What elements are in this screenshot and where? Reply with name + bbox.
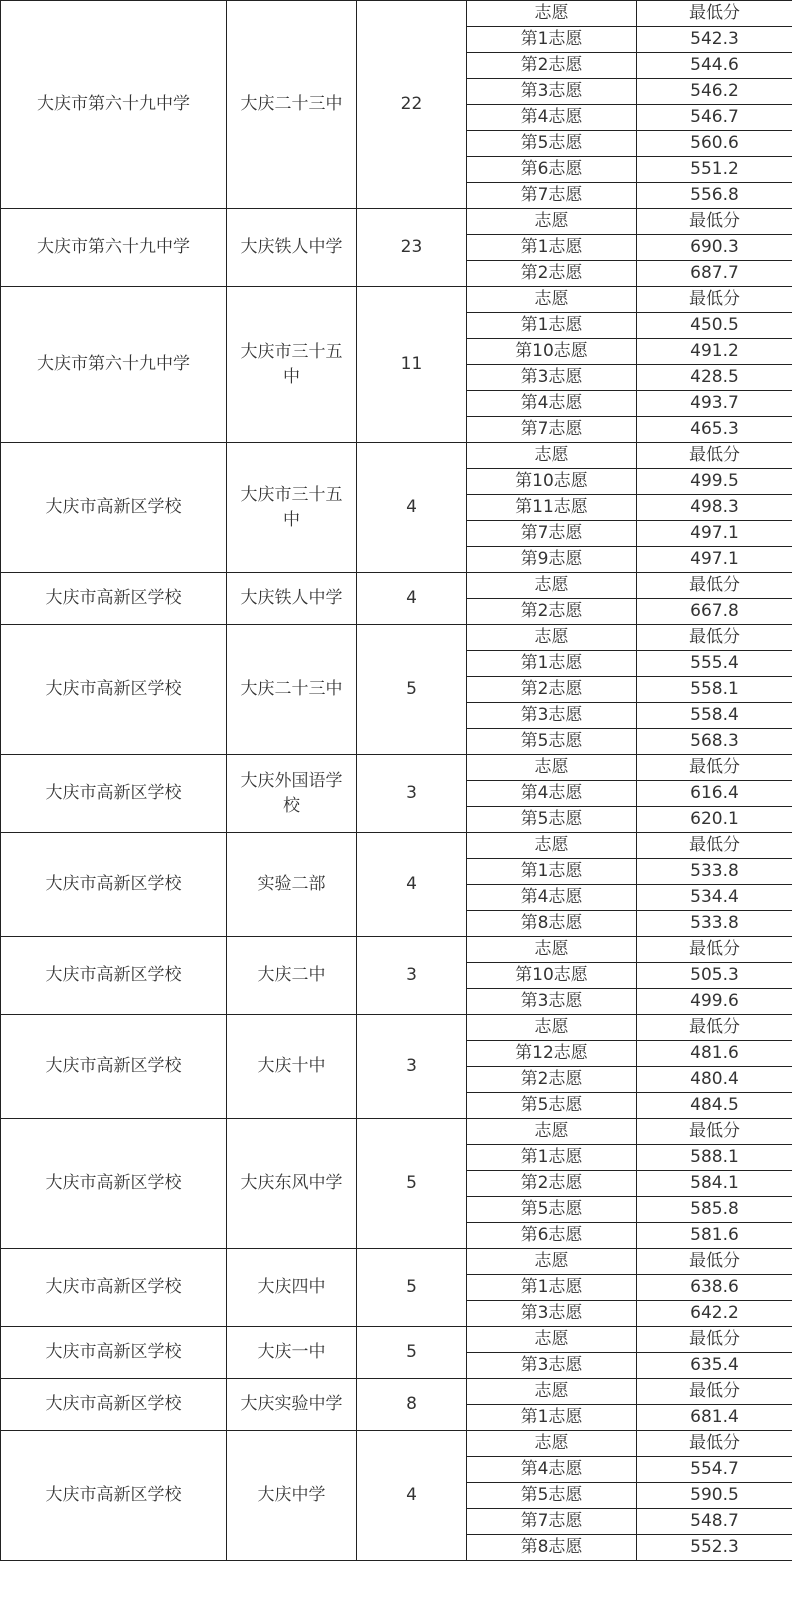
target-school-cell: 大庆四中: [227, 1249, 357, 1327]
min-score-cell: 499.6: [637, 989, 792, 1015]
choice-cell: 第9志愿: [467, 547, 637, 573]
count-cell: 8: [357, 1379, 467, 1431]
min-score-cell: 505.3: [637, 963, 792, 989]
min-score-cell: 667.8: [637, 599, 792, 625]
choice-header-cell: 志愿: [467, 287, 637, 313]
min-score-cell: 534.4: [637, 885, 792, 911]
min-score-header-cell: 最低分: [637, 1431, 792, 1457]
target-school-cell: 实验二部: [227, 833, 357, 937]
choice-cell: 第2志愿: [467, 599, 637, 625]
choice-header-cell: 志愿: [467, 1431, 637, 1457]
min-score-cell: 558.1: [637, 677, 792, 703]
target-school-cell: 大庆东风中学: [227, 1119, 357, 1249]
choice-cell: 第7志愿: [467, 1509, 637, 1535]
choice-cell: 第5志愿: [467, 729, 637, 755]
count-cell: 5: [357, 625, 467, 755]
min-score-cell: 681.4: [637, 1405, 792, 1431]
target-school-cell: 大庆二十三中: [227, 1, 357, 209]
choice-cell: 第3志愿: [467, 79, 637, 105]
min-score-cell: 558.4: [637, 703, 792, 729]
min-score-header-cell: 最低分: [637, 1, 792, 27]
choice-header-cell: 志愿: [467, 1379, 637, 1405]
choice-cell: 第2志愿: [467, 1171, 637, 1197]
target-school-cell: 大庆外国语学校: [227, 755, 357, 833]
min-score-header-cell: 最低分: [637, 937, 792, 963]
choice-header-cell: 志愿: [467, 573, 637, 599]
choice-cell: 第3志愿: [467, 1301, 637, 1327]
choice-cell: 第7志愿: [467, 183, 637, 209]
target-school-cell: 大庆一中: [227, 1327, 357, 1379]
table-row: [1, 833, 792, 859]
school-cell: 大庆市第六十九中学: [1, 287, 227, 443]
choice-header-cell: 志愿: [467, 209, 637, 235]
choice-cell: 第8志愿: [467, 911, 637, 937]
choice-header-cell: 志愿: [467, 1015, 637, 1041]
target-school-cell: 大庆市三十五中: [227, 443, 357, 573]
choice-cell: 第5志愿: [467, 131, 637, 157]
min-score-cell: 497.1: [637, 521, 792, 547]
min-score-cell: 554.7: [637, 1457, 792, 1483]
table-row: [1, 1379, 792, 1405]
choice-cell: 第3志愿: [467, 989, 637, 1015]
choice-cell: 第1志愿: [467, 1275, 637, 1301]
choice-header-cell: 志愿: [467, 1249, 637, 1275]
min-score-cell: 544.6: [637, 53, 792, 79]
table-row: [1, 573, 792, 599]
choice-cell: 第5志愿: [467, 807, 637, 833]
school-cell: 大庆市高新区学校: [1, 573, 227, 625]
min-score-cell: 560.6: [637, 131, 792, 157]
count-cell: 23: [357, 209, 467, 287]
min-score-cell: 585.8: [637, 1197, 792, 1223]
min-score-cell: 533.8: [637, 911, 792, 937]
choice-cell: 第4志愿: [467, 105, 637, 131]
count-cell: 4: [357, 833, 467, 937]
min-score-cell: 584.1: [637, 1171, 792, 1197]
table-row: [1, 755, 792, 781]
choice-header-cell: 志愿: [467, 937, 637, 963]
choice-cell: 第4志愿: [467, 1457, 637, 1483]
min-score-cell: 465.3: [637, 417, 792, 443]
choice-cell: 第3志愿: [467, 365, 637, 391]
choice-cell: 第11志愿: [467, 495, 637, 521]
school-cell: 大庆市高新区学校: [1, 1015, 227, 1119]
count-cell: 5: [357, 1119, 467, 1249]
count-cell: 4: [357, 1431, 467, 1561]
min-score-header-cell: 最低分: [637, 1327, 792, 1353]
target-school-cell: 大庆实验中学: [227, 1379, 357, 1431]
school-cell: 大庆市高新区学校: [1, 1431, 227, 1561]
school-cell: 大庆市高新区学校: [1, 1327, 227, 1379]
count-cell: 5: [357, 1327, 467, 1379]
count-cell: 3: [357, 937, 467, 1015]
table-row: [1, 209, 792, 235]
target-school-cell: 大庆中学: [227, 1431, 357, 1561]
min-score-cell: 551.2: [637, 157, 792, 183]
min-score-cell: 497.1: [637, 547, 792, 573]
school-cell: 大庆市高新区学校: [1, 937, 227, 1015]
min-score-cell: 548.7: [637, 1509, 792, 1535]
min-score-cell: 533.8: [637, 859, 792, 885]
choice-cell: 第2志愿: [467, 677, 637, 703]
choice-header-cell: 志愿: [467, 443, 637, 469]
table-body: [1, 1, 792, 1561]
min-score-cell: 552.3: [637, 1535, 792, 1561]
choice-header-cell: 志愿: [467, 755, 637, 781]
min-score-cell: 590.5: [637, 1483, 792, 1509]
choice-cell: 第6志愿: [467, 1223, 637, 1249]
choice-cell: 第10志愿: [467, 963, 637, 989]
min-score-cell: 499.5: [637, 469, 792, 495]
choice-cell: 第2志愿: [467, 1067, 637, 1093]
target-school-cell: 大庆二十三中: [227, 625, 357, 755]
school-cell: 大庆市第六十九中学: [1, 1, 227, 209]
table-row: [1, 1431, 792, 1457]
min-score-cell: 620.1: [637, 807, 792, 833]
min-score-header-cell: 最低分: [637, 833, 792, 859]
min-score-cell: 616.4: [637, 781, 792, 807]
choice-cell: 第4志愿: [467, 391, 637, 417]
count-cell: 3: [357, 1015, 467, 1119]
min-score-cell: 568.3: [637, 729, 792, 755]
min-score-cell: 450.5: [637, 313, 792, 339]
choice-cell: 第10志愿: [467, 469, 637, 495]
table-row: [1, 1327, 792, 1353]
table-row: [1, 937, 792, 963]
choice-cell: 第3志愿: [467, 1353, 637, 1379]
target-school-cell: 大庆铁人中学: [227, 573, 357, 625]
choice-cell: 第2志愿: [467, 261, 637, 287]
school-cell: 大庆市第六十九中学: [1, 209, 227, 287]
min-score-cell: 498.3: [637, 495, 792, 521]
target-school-cell: 大庆十中: [227, 1015, 357, 1119]
school-cell: 大庆市高新区学校: [1, 1379, 227, 1431]
min-score-cell: 491.2: [637, 339, 792, 365]
table-row: [1, 287, 792, 313]
choice-cell: 第6志愿: [467, 157, 637, 183]
min-score-header-cell: 最低分: [637, 443, 792, 469]
table-row: [1, 443, 792, 469]
min-score-cell: 581.6: [637, 1223, 792, 1249]
target-school-cell: 大庆二中: [227, 937, 357, 1015]
min-score-cell: 546.7: [637, 105, 792, 131]
choice-cell: 第1志愿: [467, 313, 637, 339]
school-cell: 大庆市高新区学校: [1, 625, 227, 755]
min-score-header-cell: 最低分: [637, 209, 792, 235]
min-score-cell: 556.8: [637, 183, 792, 209]
min-score-cell: 642.2: [637, 1301, 792, 1327]
choice-cell: 第1志愿: [467, 235, 637, 261]
choice-header-cell: 志愿: [467, 1, 637, 27]
min-score-cell: 493.7: [637, 391, 792, 417]
table-row: [1, 1, 792, 27]
min-score-header-cell: 最低分: [637, 287, 792, 313]
choice-cell: 第1志愿: [467, 859, 637, 885]
choice-cell: 第4志愿: [467, 885, 637, 911]
school-cell: 大庆市高新区学校: [1, 833, 227, 937]
count-cell: 5: [357, 1249, 467, 1327]
choice-cell: 第1志愿: [467, 651, 637, 677]
school-cell: 大庆市高新区学校: [1, 443, 227, 573]
min-score-cell: 638.6: [637, 1275, 792, 1301]
school-cell: 大庆市高新区学校: [1, 755, 227, 833]
min-score-cell: 481.6: [637, 1041, 792, 1067]
choice-cell: 第1志愿: [467, 1405, 637, 1431]
min-score-cell: 542.3: [637, 27, 792, 53]
choice-cell: 第7志愿: [467, 417, 637, 443]
choice-header-cell: 志愿: [467, 833, 637, 859]
table-row: [1, 625, 792, 651]
choice-header-cell: 志愿: [467, 625, 637, 651]
choice-cell: 第10志愿: [467, 339, 637, 365]
count-cell: 4: [357, 573, 467, 625]
min-score-cell: 555.4: [637, 651, 792, 677]
choice-cell: 第1志愿: [467, 27, 637, 53]
choice-cell: 第4志愿: [467, 781, 637, 807]
min-score-cell: 546.2: [637, 79, 792, 105]
min-score-cell: 588.1: [637, 1145, 792, 1171]
min-score-header-cell: 最低分: [637, 755, 792, 781]
choice-cell: 第5志愿: [467, 1197, 637, 1223]
choice-cell: 第3志愿: [467, 703, 637, 729]
choice-cell: 第5志愿: [467, 1483, 637, 1509]
min-score-cell: 635.4: [637, 1353, 792, 1379]
choice-cell: 第1志愿: [467, 1145, 637, 1171]
min-score-cell: 428.5: [637, 365, 792, 391]
min-score-cell: 690.3: [637, 235, 792, 261]
min-score-header-cell: 最低分: [637, 573, 792, 599]
min-score-cell: 687.7: [637, 261, 792, 287]
min-score-header-cell: 最低分: [637, 1249, 792, 1275]
choice-cell: 第5志愿: [467, 1093, 637, 1119]
choice-header-cell: 志愿: [467, 1327, 637, 1353]
table-row: [1, 1015, 792, 1041]
count-cell: 3: [357, 755, 467, 833]
min-score-cell: 480.4: [637, 1067, 792, 1093]
min-score-header-cell: 最低分: [637, 1015, 792, 1041]
count-cell: 11: [357, 287, 467, 443]
target-school-cell: 大庆市三十五中: [227, 287, 357, 443]
count-cell: 4: [357, 443, 467, 573]
choice-cell: 第7志愿: [467, 521, 637, 547]
min-score-header-cell: 最低分: [637, 625, 792, 651]
table-row: [1, 1249, 792, 1275]
choice-cell: 第8志愿: [467, 1535, 637, 1561]
min-score-header-cell: 最低分: [637, 1119, 792, 1145]
min-score-cell: 484.5: [637, 1093, 792, 1119]
school-cell: 大庆市高新区学校: [1, 1249, 227, 1327]
choice-cell: 第2志愿: [467, 53, 637, 79]
school-cell: 大庆市高新区学校: [1, 1119, 227, 1249]
target-school-cell: 大庆铁人中学: [227, 209, 357, 287]
table-row: [1, 1119, 792, 1145]
choice-cell: 第12志愿: [467, 1041, 637, 1067]
choice-header-cell: 志愿: [467, 1119, 637, 1145]
count-cell: 22: [357, 1, 467, 209]
min-score-header-cell: 最低分: [637, 1379, 792, 1405]
